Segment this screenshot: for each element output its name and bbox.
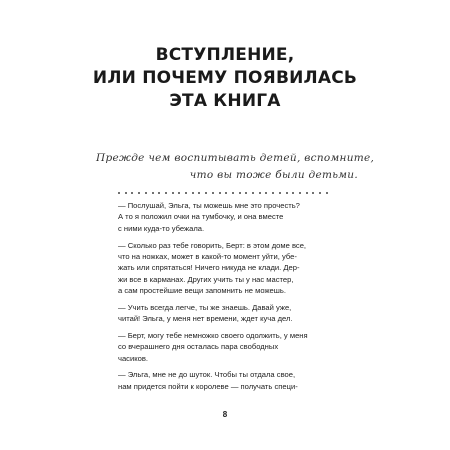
separator-dot [299, 192, 301, 194]
text-line: читай! Эльга, у меня нет времени, ждет куча дел. [118, 314, 293, 324]
separator-dot [165, 192, 167, 194]
separator-dot [306, 192, 308, 194]
chapter-title-line-3: ЭТА КНИГА [169, 91, 281, 111]
text-line: жать или спрятаться! Ничего никуда не клади. Дер- [118, 263, 300, 273]
body-text [118, 200, 332, 398]
epigraph-line-2: что вы тоже были детьми. [189, 169, 358, 181]
separator-dot [192, 192, 194, 194]
separator-dot [125, 192, 127, 194]
epigraph [96, 150, 375, 184]
separator-dot [118, 192, 120, 194]
paragraph [118, 200, 332, 234]
separator-dot [319, 192, 321, 194]
paragraph [118, 302, 332, 325]
separator-dot [212, 192, 214, 194]
separator-dot [172, 192, 174, 194]
separator-dot [205, 192, 207, 194]
separator-dot [198, 192, 200, 194]
epigraph-line-1: Прежде чем воспитывать детей, вспомните, [96, 152, 375, 164]
text-line: часиков. [118, 353, 148, 363]
text-line: нам придется пойти к королеве — получать специ- [118, 381, 298, 391]
chapter-title-line-2: ИЛИ ПОЧЕМУ ПОЯВИЛАСЬ [92, 68, 358, 88]
text-line: жи все в карманах. Других учить ты у нас мастер, [118, 274, 294, 284]
separator-dot [219, 192, 221, 194]
text-line: — Учить всегда легче, ты же знаешь. Давай уже, [118, 302, 292, 312]
text-line: — Послушай, Эльга, ты можешь мне это прочесть? [118, 201, 300, 210]
separator-dot [225, 192, 227, 194]
separator-dot [152, 192, 154, 194]
separator-dot [145, 192, 147, 194]
dotted-separator [118, 190, 328, 196]
text-line: что на ножках, может в какой-то момент уйти, убе- [118, 251, 297, 261]
separator-dot [158, 192, 160, 194]
separator-dot [286, 192, 288, 194]
separator-dot [252, 192, 254, 194]
separator-dot [138, 192, 140, 194]
text-line: — Эльга, мне не до шуток. Чтобы ты отдала свое, [118, 370, 296, 380]
paragraph [118, 330, 332, 364]
text-line: — Берт, могу тебе немножко своего одолжить, у меня [118, 330, 308, 340]
separator-dot [232, 192, 234, 194]
separator-dot [272, 192, 274, 194]
separator-dot [185, 192, 187, 194]
text-line: с ними куда-то убежала. [118, 223, 205, 233]
separator-dot [239, 192, 241, 194]
paragraph [118, 369, 332, 392]
separator-dot [326, 192, 328, 194]
text-line: А то я положил очки на тумбочку, и она вместе [118, 212, 284, 222]
separator-dot [178, 192, 180, 194]
separator-dot [245, 192, 247, 194]
chapter-title [0, 44, 450, 113]
separator-dot [292, 192, 294, 194]
text-line: — Сколько раз тебе говорить, Берт: в этом доме все, [118, 240, 307, 250]
chapter-title-line-1: ВСТУПЛЕНИЕ, [155, 45, 295, 65]
text-line: со вчерашнего дня осталась пара свободных [118, 342, 279, 352]
text-line: а сам простейшие вещи запомнить не можешь. [118, 286, 286, 296]
separator-dot [265, 192, 267, 194]
page-number: 8 [222, 410, 228, 419]
separator-dot [259, 192, 261, 194]
paragraph [118, 240, 332, 297]
separator-dot [131, 192, 133, 194]
separator-dot [279, 192, 281, 194]
separator-dot [312, 192, 314, 194]
